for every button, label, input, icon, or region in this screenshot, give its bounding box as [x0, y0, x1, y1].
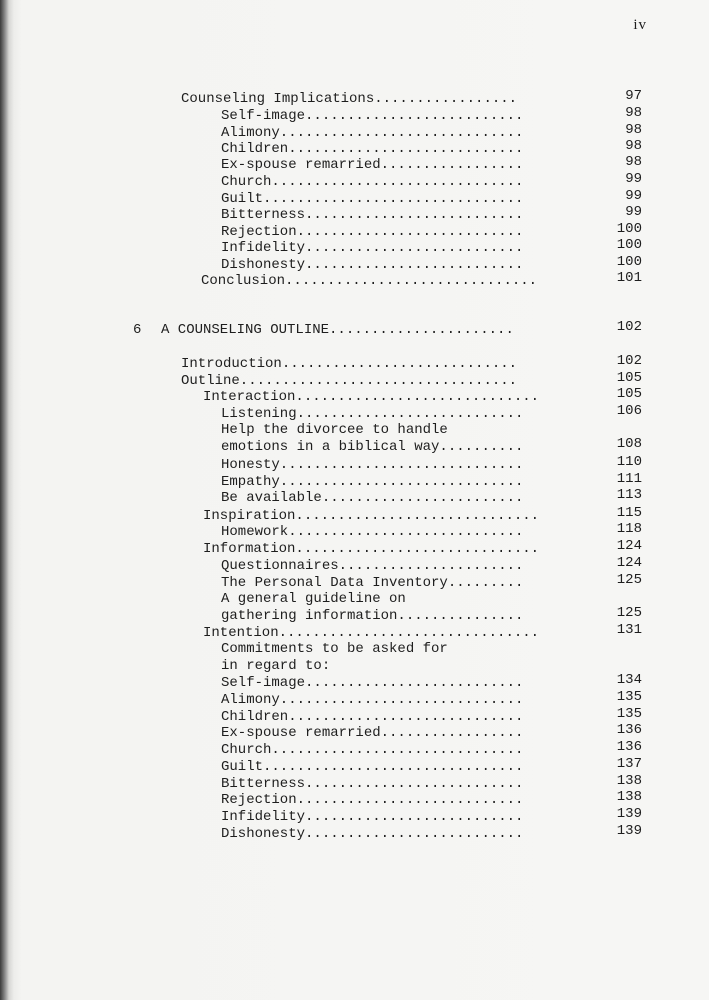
toc-entry — [0, 353, 709, 373]
toc-entry — [0, 403, 709, 423]
toc-entry — [0, 237, 709, 257]
toc-entry-title: Guilt............................... — [221, 759, 524, 775]
toc-entry-title: Introduction............................ — [181, 356, 518, 372]
toc-entry — [0, 436, 709, 456]
toc-entry-page: 134 — [616, 672, 642, 688]
toc-entry — [0, 471, 709, 491]
toc-entry-title: Children............................ — [221, 709, 524, 725]
toc-entry-title: Dishonesty.......................... — [221, 257, 524, 273]
toc-entry — [0, 487, 709, 507]
toc-entry-title: Rejection........................... — [221, 224, 524, 240]
toc-entry — [0, 572, 709, 592]
toc-chapter-entry — [0, 319, 709, 339]
toc-entry — [0, 806, 709, 826]
toc-entry — [0, 454, 709, 474]
toc-entry-title: emotions in a biblical way.......... — [221, 439, 524, 455]
toc-entry-page: 102 — [616, 319, 642, 335]
toc-entry — [0, 505, 709, 525]
toc-entry-page: 99 — [625, 204, 642, 220]
toc-entry — [0, 105, 709, 125]
toc-entry-title: Inspiration............................. — [203, 508, 540, 524]
toc-entry-title: in regard to: — [221, 658, 331, 674]
toc-entry-page: 108 — [616, 436, 642, 452]
toc-entry-page: 102 — [616, 353, 642, 369]
toc-entry-page: 139 — [616, 823, 642, 839]
toc-entry-page: 124 — [616, 555, 642, 571]
toc-entry-page: 97 — [625, 88, 642, 104]
toc-entry-page: 136 — [616, 722, 642, 738]
toc-entry-page: 105 — [616, 370, 642, 386]
toc-entry — [0, 739, 709, 759]
toc-entry — [0, 622, 709, 642]
toc-entry — [0, 756, 709, 776]
toc-entry-page: 105 — [616, 386, 642, 402]
toc-entry — [0, 422, 709, 439]
toc-entry-page: 139 — [616, 806, 642, 822]
toc-entry — [0, 270, 709, 290]
toc-entry-title: Infidelity.......................... — [221, 809, 524, 825]
toc-entry — [0, 605, 709, 625]
toc-entry-title: Self-image.......................... — [221, 108, 524, 124]
toc-entry — [0, 154, 709, 174]
toc-entry-title: Listening........................... — [221, 406, 524, 422]
toc-entry-title: Children............................ — [221, 141, 524, 157]
toc-entry-title: Homework............................ — [221, 524, 524, 540]
toc-entry — [0, 591, 709, 608]
chapter-number: 6 — [133, 322, 142, 338]
toc-entry-title: gathering information............... — [221, 608, 524, 624]
toc-entry — [0, 706, 709, 726]
toc-entry — [0, 254, 709, 274]
toc-entry-page: 100 — [616, 254, 642, 270]
toc-entry-page: 98 — [625, 105, 642, 121]
toc-entry-title: Self-image.......................... — [221, 675, 524, 691]
toc-entry-page: 99 — [625, 188, 642, 204]
toc-entry-title: Help the divorcee to handle — [221, 422, 448, 438]
toc-entry-page: 138 — [616, 789, 642, 805]
toc-entry-page: 136 — [616, 739, 642, 755]
toc-entry-page: 113 — [616, 487, 642, 503]
toc-entry — [0, 188, 709, 208]
toc-entry-title: Alimony............................. — [221, 692, 524, 708]
toc-entry — [0, 370, 709, 390]
toc-entry — [0, 689, 709, 709]
toc-entry-page: 106 — [616, 403, 642, 419]
toc-entry — [0, 823, 709, 843]
toc-entry-page: 111 — [616, 471, 642, 487]
toc-entry-page: 100 — [616, 237, 642, 253]
toc-entry-title: Rejection........................... — [221, 792, 524, 808]
toc-entry-page: 110 — [616, 454, 642, 470]
toc-entry — [0, 555, 709, 575]
toc-entry-title: Ex-spouse remarried................. — [221, 157, 524, 173]
toc-entry-title: Bitterness.......................... — [221, 776, 524, 792]
toc-entry-title: Interaction............................. — [203, 389, 540, 405]
toc-entry-title: Honesty............................. — [221, 457, 524, 473]
toc-entry-page: 125 — [616, 572, 642, 588]
toc-entry-page: 98 — [625, 122, 642, 138]
toc-entry — [0, 773, 709, 793]
toc-entry-title: Be available........................ — [221, 490, 524, 506]
toc-entry-title: Dishonesty.......................... — [221, 826, 524, 842]
toc-entry-title: Questionnaires...................... — [221, 558, 524, 574]
toc-entry — [0, 221, 709, 241]
toc-entry — [0, 722, 709, 742]
toc-entry-title: The Personal Data Inventory......... — [221, 575, 524, 591]
toc-entry — [0, 122, 709, 142]
toc-entry-page: 138 — [616, 773, 642, 789]
toc-entry — [0, 138, 709, 158]
toc-entry — [0, 789, 709, 809]
toc-entry — [0, 171, 709, 191]
toc-entry-page: 98 — [625, 138, 642, 154]
toc-entry-title: Infidelity.......................... — [221, 240, 524, 256]
toc-entry-title: Guilt............................... — [221, 191, 524, 207]
toc-entry — [0, 204, 709, 224]
toc-entry-title: Bitterness.......................... — [221, 207, 524, 223]
toc-entry-title: Outline................................. — [181, 373, 518, 389]
toc-entry-title: Empathy............................. — [221, 474, 524, 490]
toc-entry-title: Church.............................. — [221, 742, 524, 758]
toc-entry-title: Counseling Implications................. — [181, 91, 518, 107]
toc-entry-title: Conclusion.............................. — [201, 273, 538, 289]
toc-entry-page: 131 — [616, 622, 642, 638]
toc-entry — [0, 88, 709, 108]
toc-entry-page: 118 — [616, 521, 642, 537]
toc-entry-page: 125 — [616, 605, 642, 621]
toc-entry-page: 135 — [616, 706, 642, 722]
toc-entry-page: 98 — [625, 154, 642, 170]
toc-entry-title: A general guideline on — [221, 591, 406, 607]
page-number: iv — [633, 17, 647, 33]
toc-entry-page: 115 — [616, 505, 642, 521]
toc-entry-page: 100 — [616, 221, 642, 237]
toc-entry-page: 137 — [616, 756, 642, 772]
toc-entry-page: 99 — [625, 171, 642, 187]
toc-entry — [0, 672, 709, 692]
toc-entry — [0, 538, 709, 558]
toc-entry-title: Information............................. — [203, 541, 540, 557]
toc-entry-page: 101 — [616, 270, 642, 286]
toc-entry-page: 135 — [616, 689, 642, 705]
toc-entry-title: Ex-spouse remarried................. — [221, 725, 524, 741]
toc-entry-page: 124 — [616, 538, 642, 554]
toc-entry — [0, 658, 709, 675]
toc-entry — [0, 386, 709, 406]
toc-chapter-title: A COUNSELING OUTLINE...................... — [161, 322, 514, 338]
toc-entry — [0, 641, 709, 658]
toc-entry-title: Church.............................. — [221, 174, 524, 190]
toc-entry — [0, 521, 709, 541]
toc-entry-title: Intention............................... — [203, 625, 540, 641]
toc-entry-title: Alimony............................. — [221, 125, 524, 141]
toc-entry-title: Commitments to be asked for — [221, 641, 448, 657]
